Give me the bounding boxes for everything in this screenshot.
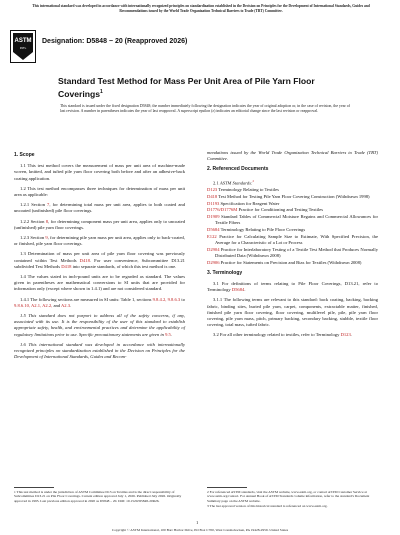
section-link[interactable]: 7 [47, 202, 50, 208]
text: . [350, 332, 352, 338]
paragraph-1-2-3 [14, 235, 185, 247]
section-heading-referenced-documents: 2. Referenced Documents [207, 166, 269, 173]
paragraph-2-1 [207, 178, 378, 187]
reference-title: Standard Tables of Commercial Moisture Regains and Commercial Allowances for Textile Fibers [215, 214, 378, 226]
standard-link[interactable]: D1909 [207, 214, 220, 220]
reference-item [207, 247, 378, 259]
footnotes-right [207, 490, 378, 508]
paragraph-1-6-continued: mendations issued by the World Trade Organization Technical Barriers to Trade (TBT) Committee. [207, 150, 378, 162]
reference-item [207, 260, 378, 266]
copyright-line: Copyright © ASTM International, 100 Barr Harbor Drive, PO Box C700, West Conshohocken, PA 19428-2959. United States [111, 528, 289, 532]
standard-link[interactable]: D1776/D1776M [207, 207, 238, 213]
paragraph-1-3 [14, 251, 185, 270]
reference-title: Terminology Relating to Pile Floor Coverings [219, 227, 306, 233]
reference-list [207, 187, 378, 265]
reference-item [207, 207, 378, 213]
footnote-divider [14, 487, 54, 488]
text: and [52, 302, 61, 308]
text: . [70, 302, 72, 308]
reference-item [207, 227, 378, 233]
section-heading-terminology: 3. Terminology [207, 269, 243, 276]
text: , for determining pile yarn mass per unit area, applies only to back-coated, or finished, pile yarn floor coverings. [14, 235, 186, 247]
standard-link[interactable]: D123 [207, 187, 218, 193]
standard-link[interactable]: D418 [61, 263, 72, 269]
standard-link[interactable]: D5684 [231, 287, 245, 293]
page-number: 1 [196, 520, 199, 525]
footnote-marker[interactable]: 2 [252, 178, 255, 183]
reference-item [207, 234, 378, 246]
footnote-3: 3 The last approved version of this historical standard is referenced on www.astm.org. [207, 503, 328, 508]
paragraph-1-2: 1.2 This test method encompasses three techniques for determination of mass per unit area as applicable: [14, 185, 185, 198]
paragraph-1-4-1 [14, 297, 185, 309]
text: . For user convenience, Subcommittee D13.21 subdivided Test Methods [14, 257, 185, 269]
document-title [58, 76, 358, 100]
designation: Designation: D5848 − 20 (Reapproved 2026) [42, 38, 188, 45]
reference-title: Test Method for Testing Pile Yarn Floor Covering Construction (Withdrawn 1998) [217, 194, 370, 200]
reference-item [207, 194, 378, 200]
reference-item [207, 214, 378, 226]
title-text: Standard Test Method for Mass Per Unit Area of Pile Yarn Floor Coverings [58, 76, 315, 99]
standard-issue-note: This standard is issued under the fixed designation D5848; the number immediately following the designation indicates the year of original adoption or, in the case of revision, the year of last revision. A number in parentheses indicates the year of last reapproval. A superscript epsilon (ε) indicates an editorial change since the last revision or reapproval. [60, 104, 350, 113]
svg-text:INTL: INTL [19, 46, 27, 50]
title-footnote-marker[interactable]: 1 [100, 89, 103, 95]
section-heading-scope: 1. Scope [14, 152, 35, 158]
text: 1.5 This standard does not purport to address all of the safety concerns, if any, associated with its use. It is the responsibility of the user of this standard to establish appropriate safety, health, and environmental practices and determine the applicability of regulatory limitations prior to use. Specific precautionary statements are given in [14, 313, 185, 337]
text: 2.1 [213, 180, 220, 186]
reference-title: Practice for Calculating Sample Size to Estimate, With Specified Precision, the Average for a Characteristic of a Lot or Process [215, 233, 378, 245]
section-link[interactable]: 9.8.6.10, A2.1, A2.2, [14, 302, 53, 308]
standard-link[interactable]: D2906 [207, 259, 220, 265]
standard-link[interactable]: D5684 [207, 227, 220, 233]
text: to [180, 296, 185, 302]
text: 3.1 For definitions of terms relating to Pile Floor Coverings, D13.21, refer to Terminology [207, 280, 378, 293]
paragraph-3-1 [207, 281, 378, 293]
left-column [14, 150, 185, 364]
standard-link[interactable]: D123 [340, 332, 351, 338]
text: 1.3 Determination of mass per unit area of pile yarn floor covering was previously contained within Test Methods [14, 251, 185, 263]
standard-link[interactable]: D418 [79, 257, 90, 263]
text: 3.2 For all other terminology related to textiles, refer to Terminology [213, 332, 341, 338]
paragraph-1-2-2 [14, 219, 185, 231]
reference-title: Terminology Relating to Textiles [217, 187, 279, 193]
footnote-2: 2 For referenced ASTM standards, visit the ASTM website, www.astm.org, or contact ASTM Customer Service at www.astm.org/contact. For Annual Book of ASTM Standards volume information, refer to the standard's Document Summary page on the ASTM website. [207, 490, 370, 503]
reference-item [207, 201, 378, 207]
footnote-divider [207, 487, 247, 488]
paragraph-3-2 [207, 332, 378, 338]
text: , for determining component mass per unit area, applies only to uncoated (unfinished) pile yarn floor coverings. [14, 218, 185, 230]
reference-title: Practice for Conditioning and Testing Textiles [237, 207, 324, 213]
section-link[interactable]: 8 [45, 218, 49, 224]
reference-title: Specification for Reagent Water [219, 200, 280, 206]
reference-title: Practice for Statements on Precision and Bias for Textiles (Withdrawn 2008) [219, 259, 362, 265]
text: into separate standards, of which this test method is one. [71, 263, 177, 269]
section-link[interactable]: A2.3 [60, 302, 71, 308]
text: 1.4.1 The following sections are measured in SI units: Table 1, sections [20, 296, 153, 302]
paragraph-1-2-1 [14, 202, 185, 214]
svg-text:ASTM: ASTM [14, 38, 32, 44]
paragraph-1-1: 1.1 This test method covers the measurement of mass per unit area of machine-made woven, knitted, and tufted pile yarn floor covering both before and after an adhesive-back coating application. [14, 163, 185, 181]
paragraph-3-1-1: 3.1.1 The following terms are relevant to this standard: back coating, backing, backing fabric, binding sites, buried pile yarn, carpet, components, extractable matter, finished, finished pile yarn floor covering, floor covering, multilevel pile, pile, pile yarn floor covering, pile yarn mass, pitch, primary backing, secondary backing, stubble, textile floor covering, total mass, tufted fabric. [207, 297, 378, 328]
text: 1.2.3 Section [20, 235, 46, 241]
standard-link[interactable]: D418 [207, 194, 218, 200]
text: ASTM Standards: [219, 180, 253, 186]
section-link[interactable]: 9.8.4.2, 9.8.6.3 [152, 296, 181, 302]
paragraph-1-6: 1.6 This international standard was developed in accordance with internationally recognized principles on standardization established in the Decision on Principles for the Development of International Standards, Guides and Recom- [14, 341, 185, 360]
standard-link[interactable]: E122 [207, 233, 217, 239]
text: . [170, 331, 172, 337]
paragraph-1-4: 1.4 The values stated in inch-pound units are to be regarded as standard. The values given in parentheses are mathematical conversions to SI units that are provided for information only (except where shown in 1.4.1) and are not considered standard. [14, 274, 185, 292]
astm-logo-icon [10, 30, 36, 63]
right-column [207, 150, 378, 343]
text: 1.2.2 Section [20, 218, 46, 224]
standard-link[interactable]: D2904 [207, 246, 220, 252]
paragraph-1-5 [14, 313, 185, 338]
text: , for determining total mass per unit area, applies to both coated and uncoated (unfinished) pile floor coverings. [14, 202, 186, 214]
footnote-1: 1 This test method is under the jurisdiction of ASTM Committee D13 on Textiles and is the direct responsibility of Subcommittee D13.21 on Pile Floor Coverings. Current edition approved July 1, 2026. Published July 2026. Originally approved in 1995. Last previous edition approved in 2020 as D5848 – 20. DOI: 10.1520/D5848-20R26. [14, 490, 182, 503]
section-link[interactable]: 9.5 [165, 331, 171, 337]
reference-title: Practice for Interlaboratory Testing of a Textile Test Method that Produces Normally Distributed Data (Withdrawn 2008) [215, 246, 378, 258]
section-link[interactable]: 9 [45, 235, 48, 241]
text: . [244, 287, 246, 293]
wto-notice: This international standard was developed in accordance with internationally recognized principles on standardization established in the Decision on Principles for the Development of International Standards, Guides and Recommendations issued by the World Trade Organization Technical Barriers to Trade (TBT) Committee. [32, 4, 370, 13]
standard-link[interactable]: D1193 [207, 200, 220, 206]
reference-item [207, 187, 378, 193]
text: 1.2.1 Section [20, 202, 48, 208]
